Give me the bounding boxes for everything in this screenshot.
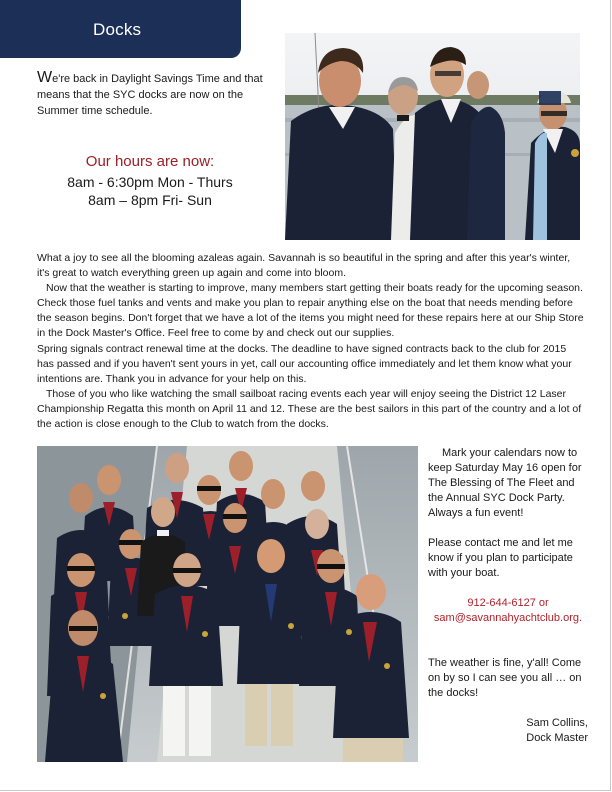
- email-period: .: [579, 612, 583, 624]
- body-paragraph: Spring signals contract renewal time at the docks. The deadline to have signed contracts back to the club for 2015 has passed and if you haven't sent yours in yet, call our accounting office immediately and let them know what your intentions are. Thank you in advance for your help on this.: [37, 342, 572, 385]
- calendar-note: Mark your calendars now to keep Saturday May 16 open for The Blessing of The Fleet and the Annual SYC Dock Party. Always a fun event!: [428, 447, 582, 519]
- top-photo-members-on-dock: [285, 33, 580, 240]
- signature-name: Sam Collins,: [526, 717, 588, 729]
- hours-heading: Our hours are now:: [85, 153, 215, 170]
- intro-paragraph: [37, 70, 273, 119]
- signature-title: Dock Master: [526, 732, 588, 744]
- contact-email-link[interactable]: sam@savannahyachtclub.org: [433, 612, 580, 624]
- article-body: [37, 251, 585, 432]
- intro-text: e're back in Daylight Savings Time and that means that the SYC docks are now on the Summer time schedule.: [37, 73, 263, 117]
- contact-phone: 912-644-6127 or: [467, 597, 549, 609]
- body-paragraph: What a joy to see all the blooming azaleas again. Savannah is so beautiful in the spring and after this year's winter, it's great to watch everything green up again and come into bloom.: [37, 252, 571, 280]
- section-title: Docks: [93, 20, 142, 39]
- contact-note: Please contact me and let me know if you plan to participate with your boat.: [428, 537, 573, 579]
- intro-dropcap: W: [37, 69, 53, 86]
- contact-email-line: [428, 611, 588, 626]
- sidebar-column: [428, 446, 588, 746]
- hours-weekend: 8am – 8pm Fri- Sun: [88, 192, 212, 208]
- group-photo-dock-members: [37, 446, 418, 762]
- body-paragraph: Now that the weather is starting to improve, many members start getting their boats ready for the upcoming season. Check those fuel tanks and vents and make you plan to repair anything else on the boat that needs mending before the season begins. Don't forget that we have a lot of the items you might need for these repairs here at our Ship Store in the Dock Master's Office. Feel free to come by and check out our supplies.: [37, 282, 584, 340]
- body-paragraph: Those of you who like watching the small sailboat racing events each year will enjoy seeing the District 12 Laser Championship Regatta this month on April 11 and 12. These are the best sailors in this part of the country and a lot of the action is close enough to the Club to watch from the docks.: [37, 387, 582, 431]
- closing-note: The weather is fine, y'all! Come on by so I can see you all … on the docks!: [428, 657, 582, 699]
- section-header-tab: [0, 0, 241, 58]
- hours-weekday: 8am - 6:30pm Mon - Thurs: [67, 174, 233, 190]
